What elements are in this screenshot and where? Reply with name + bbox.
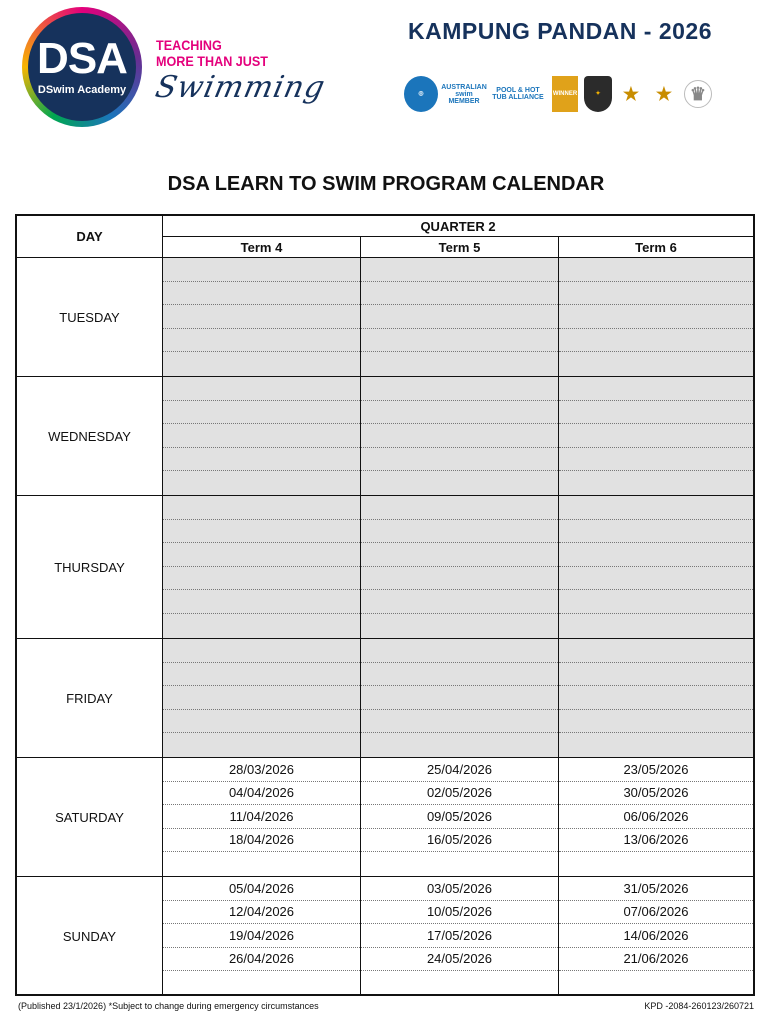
empty-slot — [361, 352, 558, 376]
empty-slot — [559, 639, 753, 663]
australian-swim-member-icon: AUSTRALIAN swim MEMBER — [441, 83, 487, 105]
calendar-table — [15, 214, 755, 996]
empty-slot — [361, 448, 558, 472]
empty-slot — [163, 590, 360, 614]
empty-slot — [559, 424, 753, 448]
date-slot: 28/03/2026 — [163, 758, 360, 782]
date-slot — [559, 971, 753, 995]
empty-slot — [361, 401, 558, 425]
date-slot: 03/05/2026 — [361, 877, 558, 901]
empty-slot — [361, 424, 558, 448]
trophy-award-icon: ♛ — [684, 80, 712, 108]
date-slot: 19/04/2026 — [163, 924, 360, 948]
date-slot: 07/06/2026 — [559, 901, 753, 925]
empty-slot — [559, 543, 753, 567]
empty-slot — [559, 590, 753, 614]
date-slot: 16/05/2026 — [361, 829, 558, 853]
star-award-icon: ★ — [622, 83, 640, 104]
day-label: FRIDAY — [17, 639, 163, 758]
empty-slot — [559, 520, 753, 544]
footer-published: (Published 23/1/2026) *Subject to change during emergency circumstances — [18, 1001, 319, 1011]
empty-slot — [361, 590, 558, 614]
empty-slot — [163, 663, 360, 687]
empty-slot — [361, 543, 558, 567]
day-label: WEDNESDAY — [17, 377, 163, 496]
date-slot: 05/04/2026 — [163, 877, 360, 901]
empty-slot — [361, 614, 558, 638]
logo-inner — [28, 13, 136, 121]
empty-slot — [559, 663, 753, 687]
date-slot: 25/04/2026 — [361, 758, 558, 782]
quarter-header: QUARTER 2 — [163, 216, 753, 237]
site-title: KAMPUNG PANDAN - 2026 — [408, 18, 713, 44]
empty-slot — [361, 496, 558, 520]
term-header: Term 6 — [559, 237, 753, 258]
empty-slot — [559, 258, 753, 282]
empty-slot — [361, 733, 558, 757]
winner-award-icon: WINNER — [552, 76, 578, 112]
date-slot — [163, 852, 360, 876]
term-cell — [163, 877, 361, 996]
empty-slot — [361, 377, 558, 401]
empty-slot — [163, 471, 360, 495]
empty-slot — [361, 686, 558, 710]
date-slot: 06/06/2026 — [559, 805, 753, 829]
round-emblem-icon: ◎ — [404, 76, 438, 112]
footer-code: KPD -2084-260123/260721 — [644, 1001, 754, 1011]
date-slot — [163, 971, 360, 995]
date-slot: 18/04/2026 — [163, 829, 360, 853]
day-label: TUESDAY — [17, 258, 163, 377]
empty-slot — [163, 710, 360, 734]
date-slot: 13/06/2026 — [559, 829, 753, 853]
empty-slot — [361, 282, 558, 306]
empty-slot — [163, 448, 360, 472]
day-header: DAY — [17, 216, 163, 258]
empty-slot — [163, 424, 360, 448]
term-cell — [361, 377, 559, 496]
tagline — [156, 37, 268, 69]
empty-slot — [163, 520, 360, 544]
tagline-script: Swimming — [152, 70, 329, 105]
empty-slot — [163, 733, 360, 757]
empty-slot — [163, 377, 360, 401]
term-cell — [361, 758, 559, 877]
date-slot: 10/05/2026 — [361, 901, 558, 925]
accreditation-badges — [404, 76, 712, 112]
date-slot: 26/04/2026 — [163, 948, 360, 972]
empty-slot — [163, 567, 360, 591]
empty-slot — [361, 471, 558, 495]
term-cell — [163, 377, 361, 496]
empty-slot — [361, 305, 558, 329]
term-cell — [163, 258, 361, 377]
empty-slot — [163, 282, 360, 306]
date-slot — [361, 852, 558, 876]
term-cell — [559, 258, 753, 377]
empty-slot — [163, 543, 360, 567]
page-title: DSA LEARN TO SWIM PROGRAM CALENDAR — [167, 173, 605, 195]
empty-slot — [163, 614, 360, 638]
term-cell — [361, 877, 559, 996]
date-slot: 12/04/2026 — [163, 901, 360, 925]
logo-name: DSwim Academy — [37, 84, 127, 96]
term-header: Term 5 — [361, 237, 559, 258]
date-slot: 24/05/2026 — [361, 948, 558, 972]
tagline-line2: MORE THAN JUST — [156, 53, 269, 69]
date-slot: 02/05/2026 — [361, 782, 558, 806]
empty-slot — [361, 567, 558, 591]
empty-slot — [163, 352, 360, 376]
empty-slot — [361, 663, 558, 687]
empty-slot — [361, 710, 558, 734]
empty-slot — [163, 686, 360, 710]
empty-slot — [361, 329, 558, 353]
empty-slot — [559, 686, 753, 710]
term-cell — [559, 758, 753, 877]
term-cell — [361, 258, 559, 377]
date-slot: 30/05/2026 — [559, 782, 753, 806]
date-slot — [559, 852, 753, 876]
tagline-line1: TEACHING — [156, 37, 222, 53]
term-cell — [163, 496, 361, 639]
empty-slot — [559, 471, 753, 495]
empty-slot — [361, 520, 558, 544]
date-slot: 04/04/2026 — [163, 782, 360, 806]
empty-slot — [559, 401, 753, 425]
date-slot: 23/05/2026 — [559, 758, 753, 782]
day-label: SATURDAY — [17, 758, 163, 877]
empty-slot — [559, 710, 753, 734]
term-cell — [559, 377, 753, 496]
date-slot — [361, 971, 558, 995]
empty-slot — [559, 305, 753, 329]
empty-slot — [559, 282, 753, 306]
empty-slot — [163, 639, 360, 663]
empty-slot — [559, 733, 753, 757]
date-slot: 31/05/2026 — [559, 877, 753, 901]
empty-slot — [163, 496, 360, 520]
star-award-2-icon: ★ — [655, 83, 673, 104]
term-cell — [559, 496, 753, 639]
term-cell — [163, 639, 361, 758]
empty-slot — [163, 305, 360, 329]
logo-mark: DSA — [37, 34, 127, 83]
empty-slot — [559, 377, 753, 401]
term-header: Term 4 — [163, 237, 361, 258]
empty-slot — [559, 329, 753, 353]
term-cell — [361, 496, 559, 639]
date-slot: 11/04/2026 — [163, 805, 360, 829]
empty-slot — [559, 352, 753, 376]
empty-slot — [559, 496, 753, 520]
empty-slot — [559, 614, 753, 638]
empty-slot — [361, 258, 558, 282]
term-cell — [559, 877, 753, 996]
date-slot: 17/05/2026 — [361, 924, 558, 948]
dsa-logo — [22, 7, 142, 127]
empty-slot — [559, 448, 753, 472]
shield-award-icon: ✦ — [584, 76, 612, 112]
day-label: SUNDAY — [17, 877, 163, 996]
empty-slot — [559, 567, 753, 591]
day-label: THURSDAY — [17, 496, 163, 639]
term-cell — [163, 758, 361, 877]
date-slot: 09/05/2026 — [361, 805, 558, 829]
empty-slot — [163, 258, 360, 282]
date-slot: 21/06/2026 — [559, 948, 753, 972]
term-cell — [361, 639, 559, 758]
empty-slot — [361, 639, 558, 663]
date-slot: 14/06/2026 — [559, 924, 753, 948]
empty-slot — [163, 401, 360, 425]
empty-slot — [163, 329, 360, 353]
term-cell — [559, 639, 753, 758]
pool-hot-tub-alliance-icon: POOL & HOT TUB ALLIANCE — [492, 87, 544, 101]
